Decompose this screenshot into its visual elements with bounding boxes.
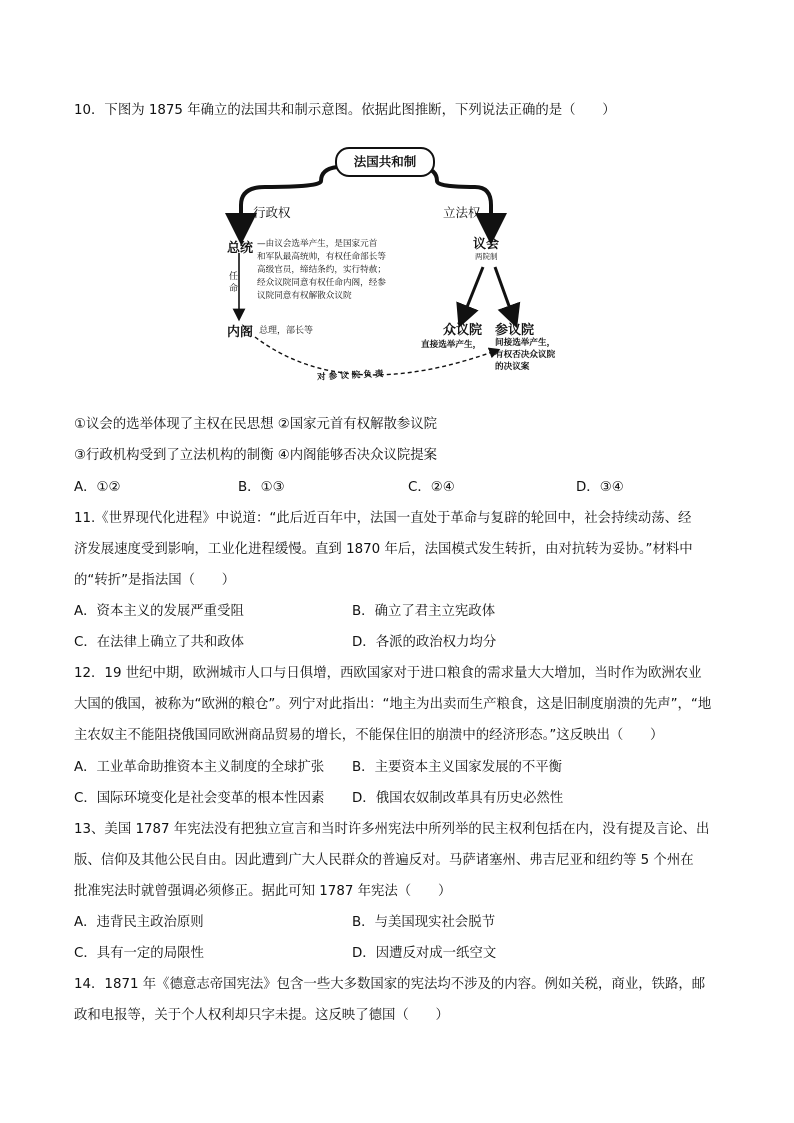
- appoint-label: 任: [229, 272, 239, 282]
- q13-option-a[interactable]: A．违背民主政治原则: [74, 915, 204, 930]
- exec-power-label: 行政权: [253, 205, 291, 220]
- responsible-label: 对 参 议 院 负 责: [316, 369, 384, 383]
- lower-house-desc: 直接选举产生，: [421, 340, 482, 350]
- cabinet-desc: 总理，部长等: [259, 326, 314, 336]
- diagram-title: 法国共和制: [335, 147, 435, 177]
- q10-option-b[interactable]: B．①③: [238, 480, 285, 495]
- president-desc-line: —由议会选举产生，是国家元首: [257, 239, 378, 249]
- q13-option-d[interactable]: D．因遭反对成一纸空文: [352, 946, 497, 961]
- republic-diagram: [225, 145, 565, 395]
- upper-house-desc: [495, 337, 555, 373]
- bicameral-label: 两院制: [475, 252, 498, 261]
- president-desc-line: 经众议院同意有权任命内阁，经参: [257, 278, 386, 288]
- president-desc: [257, 238, 386, 303]
- cabinet-label: 内阁: [227, 325, 254, 340]
- q10-statement: ③行政机构受到了立法机构的制衡 ④内阁能够否决众议院提案: [74, 448, 438, 463]
- q12-line: 12．19 世纪中期，欧洲城市人口与日俱增，西欧国家对于进口粮食的需求量大大增加，当时作为欧洲农业: [74, 666, 702, 681]
- q13-option-b[interactable]: B．与美国现实社会脱节: [352, 915, 496, 930]
- q12-option-c[interactable]: C．国际环境变化是社会变革的根本性因素: [74, 791, 325, 806]
- q10-stem: 10．下图为 1875 年确立的法国共和制示意图。依据此图推断，下列说法正确的是（ ）: [74, 103, 616, 118]
- q13-line: 批准宪法时就曾强调必须修正。据此可知 1787 年宪法（ ）: [74, 884, 452, 899]
- q11-option-b[interactable]: B．确立了君主立宪政体: [352, 604, 496, 619]
- upper-desc-line: 有权否决众议院: [495, 350, 556, 360]
- q12-line: 大国的俄国，被称为“欧洲的粮仓”。列宁对此指出：“地主为出卖而生产粮食，这是旧制度崩溃的先声”，“地: [74, 697, 712, 712]
- q11-option-c[interactable]: C．在法律上确立了共和政体: [74, 635, 245, 650]
- president-desc-line: 和军队最高统帅，有权任命部长等: [257, 252, 386, 262]
- q10-option-c[interactable]: C．②④: [408, 480, 455, 495]
- q10-option-a[interactable]: A．①②: [74, 480, 121, 495]
- q12-option-d[interactable]: D．俄国农奴制改革具有历史必然性: [352, 791, 564, 806]
- upper-desc-line: 的决议案: [495, 362, 530, 372]
- appoint-label: 命: [229, 284, 239, 294]
- q14-line: 14．1871 年《德意志帝国宪法》包含一些大多数国家的宪法均不涉及的内容。例如关税，商业，铁路，邮: [74, 977, 706, 992]
- q14-line: 政和电报等，关于个人权利却只字未提。这反映了德国（ ）: [74, 1008, 449, 1023]
- q12-option-b[interactable]: B．主要资本主义国家发展的不平衡: [352, 760, 563, 775]
- upper-desc-line: 间接选举产生，: [495, 338, 556, 348]
- q13-line: 13、美国 1787 年宪法没有把独立宣言和当时许多州宪法中所列举的民主权利包括在内，没有提及言论、出: [74, 822, 710, 837]
- q11-option-a[interactable]: A．资本主义的发展严重受阻: [74, 604, 244, 619]
- upper-house-label: 参议院: [495, 323, 535, 338]
- q12-line: 主农奴主不能阻挠俄国同欧洲商品贸易的增长，不能保住旧的崩溃中的经济形态。”这反映出（ ）: [74, 728, 664, 743]
- q13-option-c[interactable]: C．具有一定的局限性: [74, 946, 204, 961]
- leg-power-label: 立法权: [443, 205, 481, 220]
- q11-line: 济发展速度受到影响，工业化进程缓慢。直到 1870 年后，法国模式发生转折，由对抗转为妥协。”材料中: [74, 542, 693, 557]
- parliament-label: 议会: [473, 237, 500, 252]
- q10-option-d[interactable]: D．③④: [576, 480, 624, 495]
- q11-option-d[interactable]: D．各派的政治权力均分: [352, 635, 497, 650]
- q10-statement: ①议会的选举体现了主权在民思想 ②国家元首有权解散参议院: [74, 417, 438, 432]
- q12-option-a[interactable]: A．工业革命助推资本主义制度的全球扩张: [74, 760, 325, 775]
- president-desc-line: 议院同意有权解散众议院: [257, 291, 352, 301]
- president-desc-line: 高级官员，缔结条约，实行特赦；: [257, 265, 386, 275]
- president-label: 总统: [227, 241, 254, 256]
- lower-house-label: 众议院: [443, 323, 483, 338]
- q11-line: 的“转折”是指法国（ ）: [74, 573, 236, 588]
- q11-line: 11.《世界现代化进程》中说道：“此后近百年中，法国一直处于革命与复辟的轮回中，社会持续动荡、经: [74, 511, 692, 526]
- q13-line: 版、信仰及其他公民自由。因此遭到广大人民群众的普遍反对。马萨诸塞州、弗吉尼亚和纽约等 5 个州在: [74, 853, 694, 868]
